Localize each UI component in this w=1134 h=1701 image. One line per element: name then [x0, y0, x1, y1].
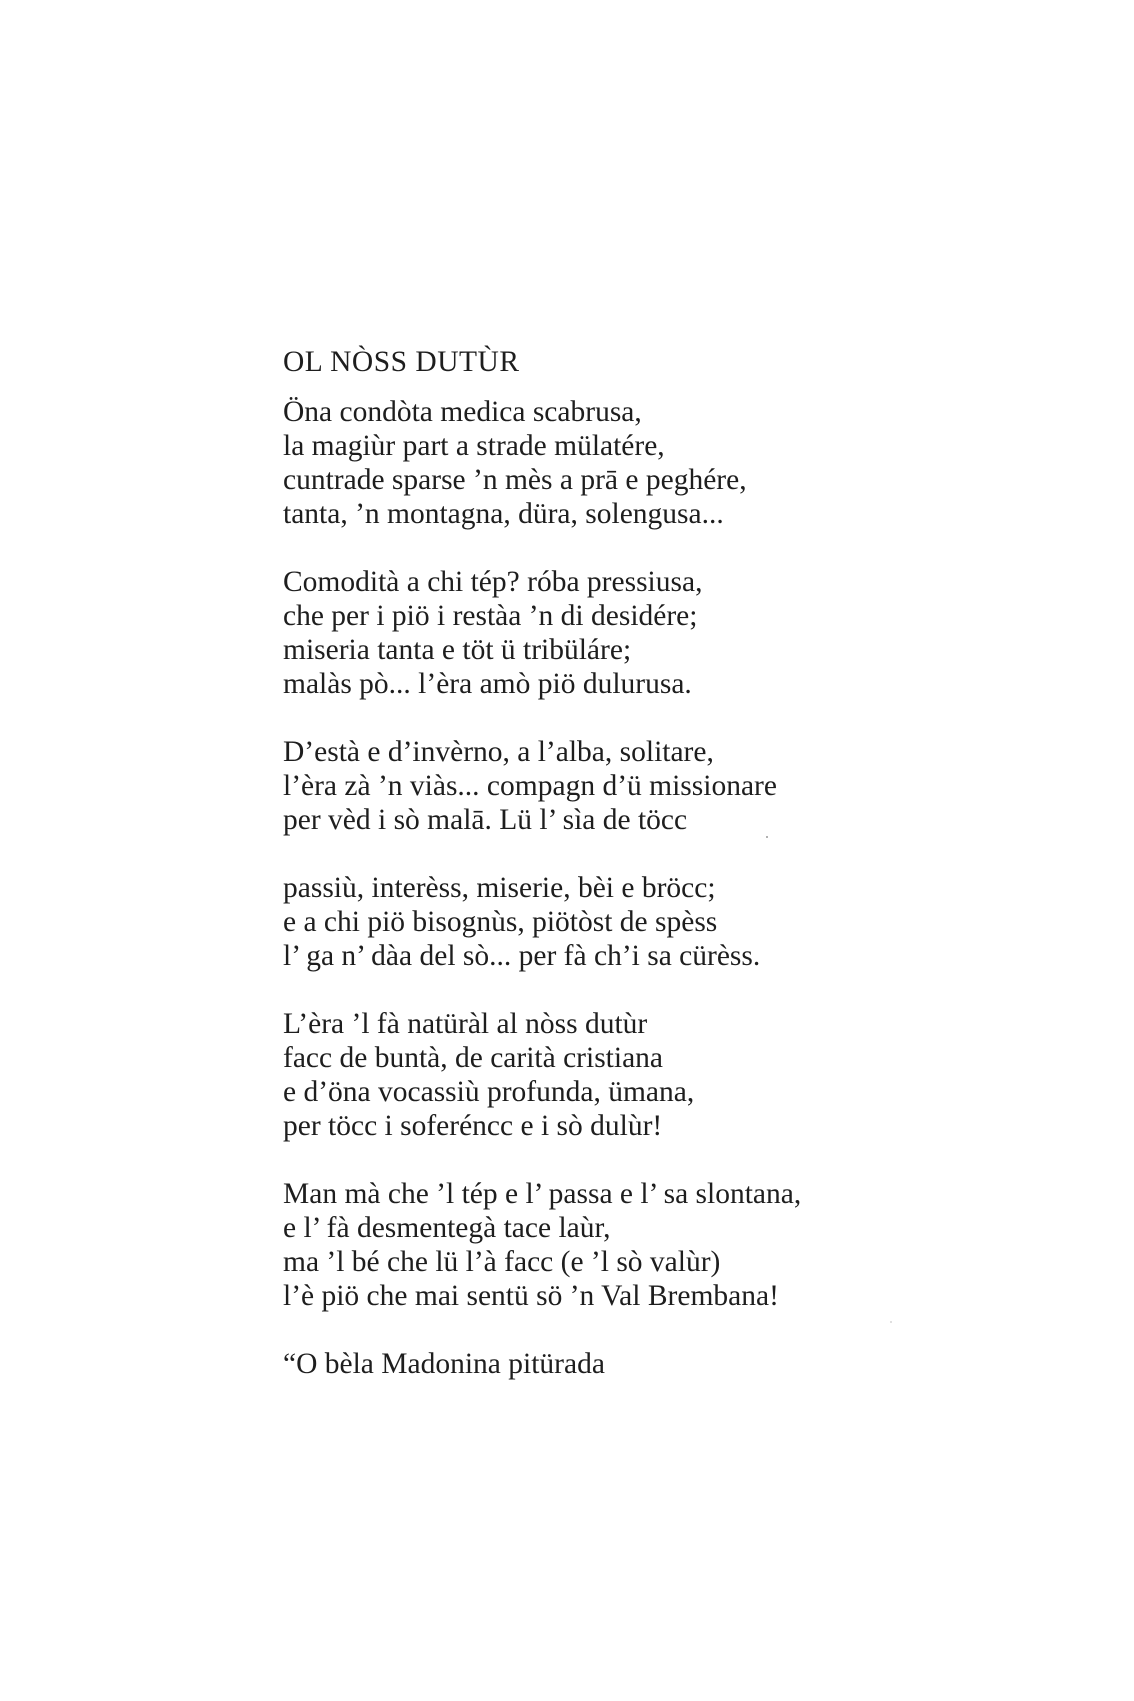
verse-line: D’està e d’invèrno, a l’alba, solitare, — [283, 736, 714, 768]
stanza — [283, 871, 983, 973]
verse-line: per töcc i soferéncc e i sò dulùr! — [283, 1110, 663, 1142]
verse-line: passiù, interèss, miserie, bèi e bröcc; — [283, 872, 716, 904]
verse-line: l’è piö che mai sentü sö ’n Val Brembana! — [283, 1280, 779, 1312]
verse-line: cuntrade sparse ’n mès a prā e peghére, — [283, 464, 747, 496]
verse-line: malàs pò... l’èra amò piö dulurusa. — [283, 668, 692, 700]
verse-line: Comodità a chi tép? róba pressiusa, — [283, 566, 703, 598]
verse-line: e l’ fà desmentegà tace laùr, — [283, 1212, 611, 1244]
verse-line: l’èra zà ’n viàs... compagn d’ü missionare — [283, 770, 777, 802]
scan-speck — [890, 1321, 892, 1323]
verse-line: e d’öna vocassiù profunda, ümana, — [283, 1076, 695, 1108]
poem-title: OL NÒSS DUTÙR — [283, 346, 520, 378]
stanza — [283, 1347, 983, 1381]
verse-line: tanta, ’n montagna, düra, solengusa... — [283, 498, 724, 530]
verse-line: “O bèla Madonina pitürada — [283, 1348, 605, 1380]
verse-line: l’ ga n’ dàa del sò... per fà ch’i sa cürèss. — [283, 940, 761, 972]
verse-line: che per i piö i restàa ’n di desidére; — [283, 600, 698, 632]
verse-line: Man mà che ’l tép e l’ passa e l’ sa slontana, — [283, 1178, 802, 1210]
stanza — [283, 735, 983, 837]
verse-line: Öna condòta medica scabrusa, — [283, 396, 642, 428]
stanza — [283, 1177, 983, 1313]
stanza — [283, 565, 983, 701]
poem — [283, 345, 983, 1381]
stanza — [283, 395, 983, 531]
verse-line: facc de buntà, de carità cristiana — [283, 1042, 663, 1074]
scan-speck — [766, 836, 768, 838]
verse-line: L’èra ’l fà natüràl al nòss dutùr — [283, 1008, 648, 1040]
verse-line: ma ’l bé che lü l’à facc (e ’l sò valùr) — [283, 1246, 721, 1278]
verse-line: miseria tanta e töt ü tribüláre; — [283, 634, 632, 666]
verse-line: la magiùr part a strade mülatére, — [283, 430, 665, 462]
stanza — [283, 1007, 983, 1143]
verse-line: e a chi piö bisognùs, piötòst de spèss — [283, 906, 718, 938]
verse-line: per vèd i sò malā. Lü l’ sìa de töcc — [283, 804, 688, 836]
